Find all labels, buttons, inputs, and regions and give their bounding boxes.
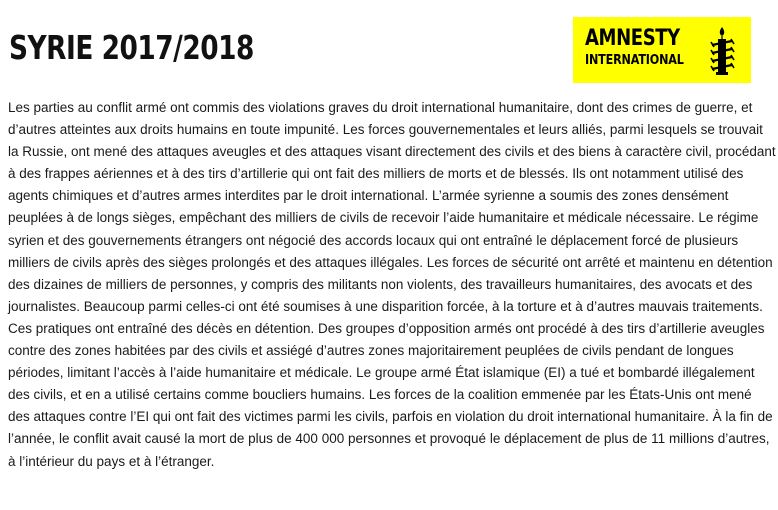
body-paragraph: Les parties au conflit armé ont commis des violations graves du droit international humanitaire, dont des crimes de guerre, et d’autres atteintes aux droits humains en toute impunité. Les forces gouvernementales et leurs alliés, parmi lesquels se trouvait la Russie, ont mené des attaques aveugles et des attaques visant directement des civils et des biens à caractère civil, procédant à des frappes aériennes et à des tirs d’artillerie qui ont fait des milliers de morts et de blessés. Ils ont notamment utilisé des agents chimiques et d’autres armes interdites par le droit international. L’armée syrienne a soumis des zones densément peuplées à de longs sièges, empêchant des milliers de civils de recevoir l’aide humanitaire et médicale nécessaire. Le régime syrien et des gouvernements étrangers ont négocié des accords locaux qui ont entraîné le déplacement forcé de plusieurs milliers de civils après des sièges prolongés et des attaques illégales. Les forces de sécurité ont arrêté et maintenu en détention des dizaines de milliers de personnes, y compris des militants non violents, des travailleurs humanitaires, des avocats et des journalistes. Beaucoup parmi celles-ci ont été soumises à une disparition forcée, à la torture et à d’autres mauvais traitements. Ces pratiques ont entraîné des décès en détention. Des groupes d’opposition armés ont procédé à des tirs d’artillerie aveugles contre des zones habitées par des civils et assiégé d’autres zones majoritairement peuplées de civils pendant de longues périodes, limitant l’accès à l’aide humanitaire et médicale. Le groupe armé État islamique (EI) a tué et bombardé illégalement des civils, et en a utilisé certains comme boucliers humains. Les forces de la coalition emmenée par les États-Unis ont mené des attaques contre l’EI qui ont fait des victimes parmi les civils, parfois en violation du droit international humanitaire. À la fin de l’année, le conflit avait causé la mort de plus de 400 000 personnes et provoqué le déplacement de plus de 11 millions d’autres, à l’intérieur du pays et à l’étranger. (8, 100, 776, 469)
logo-wordmark (585, 28, 701, 67)
page-title: SYRIE 2017/2018 (9, 28, 254, 67)
amnesty-logo (573, 17, 751, 83)
logo-line-amnesty: AMNESTY (585, 26, 680, 51)
logo-line-international: INTERNATIONAL (585, 53, 684, 68)
candle-barbed-wire-icon (707, 26, 737, 76)
